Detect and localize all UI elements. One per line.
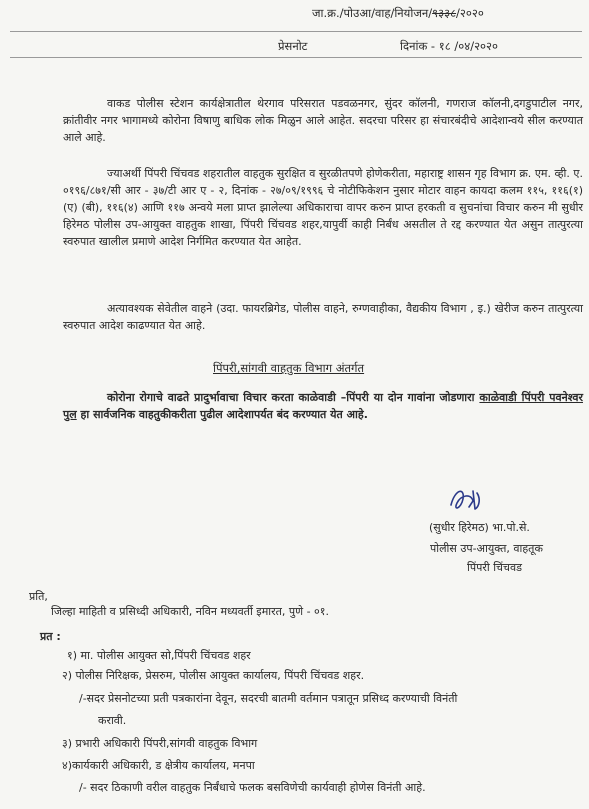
signatory-city: पिंपरी चिंचवड <box>467 561 523 574</box>
section-heading: पिंपरी,सांगवी वाहतुक विभाग अंतर्गत <box>213 361 365 375</box>
paragraph-1: वाकड पोलीस स्टेशन कार्यक्षेत्रातील थेरगाव परिसरात पडवळनगर, सुंदर कॉलनी, गणराज कॉलनी,दगडुपाटील नगर, क्रांतीवीर नगर भागामध्ये कोरोना विषाणु बाधिक लोक मिळुन आले आहेत. सदरचा परिसर हा संचारबंदीचे आदेशान्वये सील करण्यात आले आहे. <box>63 97 583 144</box>
bridge-name: काळेवाडी पिंपरी पवनेश्वर पुल <box>63 391 583 421</box>
paragraph-2: ज्याअर्थी पिंपरी चिंचवड शहरातील वाहतुक सुरक्षित व सुरळीतपणे होणेकरीता, महाराष्ट्र शासन गृह विभाग क्र. एम. व्ही. ए. ०१९६/८७१/सी आर - ३७/टी आर ए - २, दिनांक - २७/०९/१९९६ चे नोटीफिकेशन नुसार मोटार वाहन कायदा कलम ११५, ११६(१) (ए) (बी), ११६(४) आणि ११७ अन्वये मला प्राप्त झालेल्या अधिकाराचा वापर करुन प्राप्त हरकती व सुचनांचा विचार करुन मी सुधीर हिरेमठ पोलीस उप-आयुक्त वाहतुक शाखा, पिंपरी चिंचवड शहर,यापुर्वी काही निर्बंध असतील ते रद्द करण्यात येत असुन तात्पुरत्या स्वरुपात खालील प्रमाणे आदेश निर्गमित करण्यात येत आहेत. <box>63 167 583 248</box>
copy-recipient-2-note: /-सदर प्रेसनोटच्या प्रती पत्रकारांना देवून, सदरची बातमी वर्तमान पत्रातून प्रसिध्द करण्याची विनंती <box>79 692 458 705</box>
header-divider-bottom <box>10 57 582 58</box>
paragraph-3: अत्यावश्यक सेवेतील वाहने (उदा. फायरब्रिगेड, पोलीस वाहने, रुग्णवाहीका, वैद्यकीय विभाग , इ.) खेरीज करुन तात्पुरत्या स्वरुपात आदेश काढण्यात येत आहे. <box>63 302 583 332</box>
copy-recipient-4-note: /- सदर ठिकाणी वरील वाहतुक निर्बंधाचे फलक बसविणेची कार्यवाही होणेस विनंती आहे. <box>79 781 426 794</box>
to-recipient: जिल्हा माहिती व प्रसिध्दी अधिकारी, नविन मध्यवर्ती इमारत, पुणे - ०१. <box>51 605 329 618</box>
signatory-name: (सुधीर हिरेमठ) भा.पो.से. <box>429 521 530 534</box>
copy-recipient-1: १) मा. पोलीस आयुक्त सो,पिंपरी चिंचवड शहर <box>67 649 251 662</box>
copy-recipient-2: २) पोलीस निरिक्षक, प्रेसरुम, पोलीस आयुक्त कार्यालय, पिंपरी चिंचवड शहर. <box>62 669 365 682</box>
reference-number: जा.क्र./पोउआ/वाह/नियोजन/९३३८/२०२० <box>312 6 484 20</box>
signatory-designation: पोलीस उप-आयुक्त, वाहतूक <box>430 542 543 555</box>
header-divider-top <box>10 31 582 32</box>
paragraph-4: कोरोना रोगाचे वाढते प्रादुर्भावाचा विचार करता काळेवाडी –पिंपरी या दोन गावांना जोडणारा काळेवाडी पिंपरी पवनेश्वर पुल हा सार्वजनिक वाहतुकीकरीता पुढील आदेशापर्यत बंद करण्यात येत आहे. <box>63 391 583 421</box>
copy-label: प्रत : <box>40 630 61 643</box>
copy-recipient-3: ३) प्रभारी अधिकारी पिंपरी,सांगवी वाहतुक विभाग <box>62 737 258 750</box>
document-title: प्रेसनोट <box>278 39 308 53</box>
to-label: प्रति, <box>29 590 48 603</box>
signature-mark-icon <box>445 485 485 519</box>
copy-recipient-4: ४)कार्यकारी अधिकारी, ड क्षेत्रीय कार्यालय, मनपा <box>62 759 255 772</box>
document-date: दिनांक - १८ /०४/२०२० <box>400 39 498 53</box>
copy-recipient-2-note-cont: करावी. <box>98 714 127 727</box>
